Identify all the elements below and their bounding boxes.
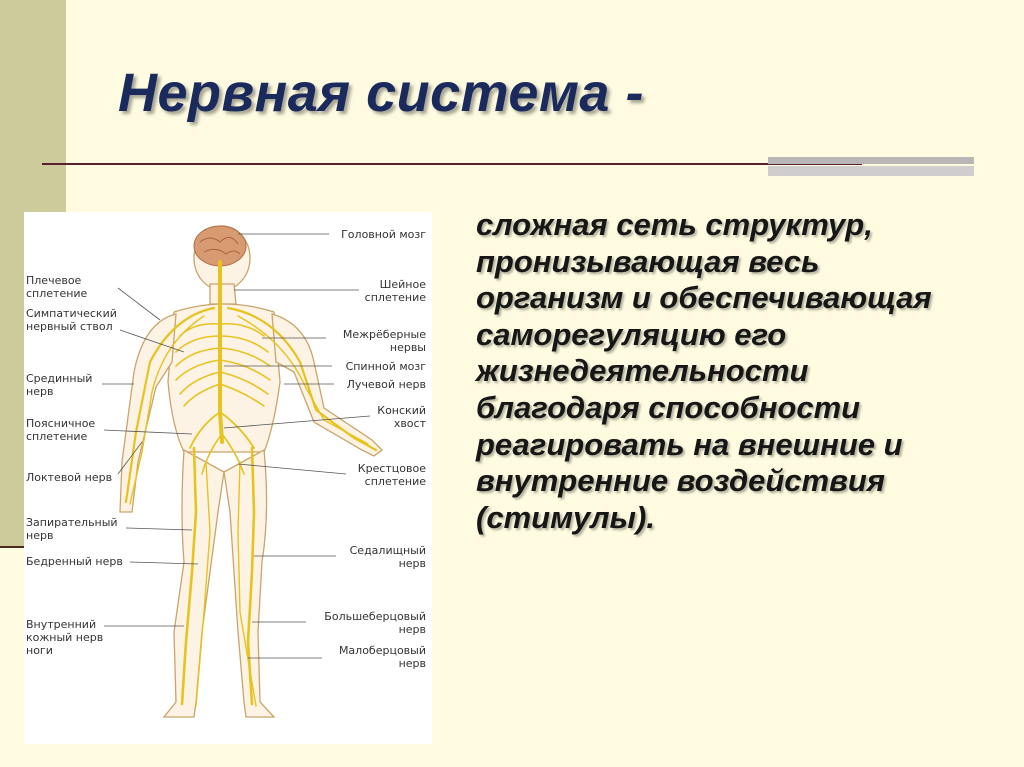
- label-tibial-nerve: Большеберцовый нерв: [324, 610, 426, 636]
- definition-line: внутренние воздействия: [476, 463, 886, 499]
- definition-text: [476, 207, 1016, 536]
- title-rule-bar-shadow: [768, 166, 974, 176]
- label-ulnar-nerve: Локтевой нерв: [26, 471, 113, 484]
- definition-line: пронизывающая весь: [476, 243, 820, 279]
- label-brain: Головной мозг: [341, 228, 426, 241]
- label-cauda-equina: Конский хвост: [377, 404, 426, 430]
- definition-line: жизнедеятельности: [476, 353, 809, 389]
- label-intercostal-nerves: Межрёберные нервы: [342, 328, 426, 354]
- label-femoral-nerve: Бедренный нерв: [26, 555, 123, 568]
- label-spinal-cord: Спинной мозг: [345, 360, 426, 373]
- definition-line: (стимулы).: [476, 499, 655, 535]
- label-brachial-plexus: Плечевое сплетение: [26, 274, 88, 300]
- label-sciatic-nerve: Седалищный нерв: [349, 544, 426, 570]
- label-obturator-nerve: Запирательный нерв: [26, 516, 118, 542]
- definition-line: благодаря способности: [476, 389, 861, 425]
- definition-line: сложная сеть структур,: [476, 207, 873, 242]
- nervous-system-diagram: [24, 212, 432, 744]
- label-cervical-plexus: Шейное сплетение: [364, 278, 426, 304]
- title-rule-line: [42, 163, 862, 165]
- label-radial-nerve: Лучевой нерв: [346, 378, 426, 391]
- title-rule-bar: [768, 157, 974, 164]
- definition-line: реагировать на внешние и: [476, 426, 903, 462]
- label-median-nerve: Срединный нерв: [26, 372, 93, 398]
- definition-line: организм и обеспечивающая: [476, 280, 932, 316]
- label-peroneal-nerve: Малоберцовый нерв: [338, 644, 426, 670]
- slide-title: Нервная система -: [118, 63, 644, 123]
- label-saphenous-nerve: Внутренний кожный нерв ноги: [26, 618, 104, 657]
- label-sacral-plexus: Крестцовое сплетение: [357, 462, 426, 488]
- label-sympathetic-trunk: Симпатический нервный ствол: [26, 307, 117, 333]
- definition-line: саморегуляцию его: [476, 316, 787, 352]
- label-lumbar-plexus: Поясничное сплетение: [26, 417, 96, 443]
